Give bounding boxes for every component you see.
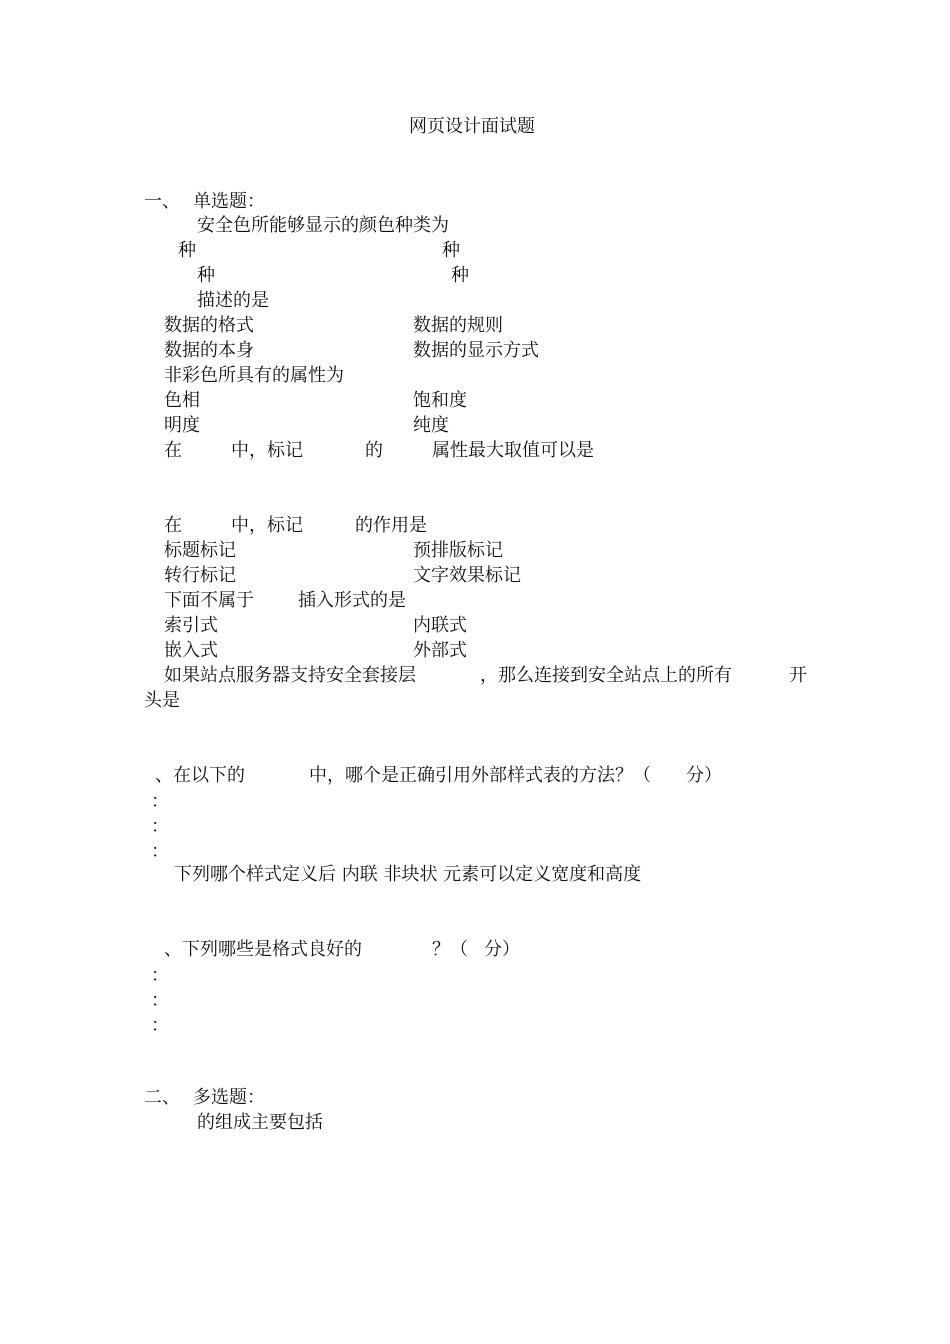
option-c: 明度 <box>164 415 200 436</box>
option-b: ： <box>151 990 169 1011</box>
option-c: 嵌入式 <box>164 640 218 661</box>
option-d: 数据的显示方式 <box>413 340 539 361</box>
option-b: 饱和度 <box>413 390 467 411</box>
option-c: ： <box>151 1015 169 1036</box>
section-number: 一、 <box>144 191 180 212</box>
option-a: ： <box>151 965 169 986</box>
option-c: 种 <box>197 265 215 286</box>
question-fragment: 在 <box>164 515 182 536</box>
option-c: ： <box>151 841 169 862</box>
question-fragment: 如果站点服务器支持安全套接层 <box>164 665 416 686</box>
question-fragment: 在 <box>164 440 182 461</box>
question-fragment: ？（ <box>432 939 468 960</box>
question-fragment: 分） <box>686 765 722 786</box>
question-fragment: 下面不属于 <box>164 590 254 611</box>
option-a: 标题标记 <box>164 540 236 561</box>
option-d: 种 <box>451 265 469 286</box>
question-text: 描述的是 <box>197 290 269 311</box>
option-b: 种 <box>442 240 460 261</box>
question-fragment: 、在以下的 <box>155 765 245 786</box>
question-fragment: 插入形式的是 <box>298 590 406 611</box>
section-number: 二、 <box>144 1087 180 1108</box>
question-text: 的组成主要包括 <box>197 1112 323 1133</box>
option-b: 内联式 <box>413 615 467 636</box>
option-a: 种 <box>178 240 196 261</box>
question-text: 非彩色所具有的属性为 <box>164 365 344 386</box>
question-fragment: 中，标记 <box>231 515 303 536</box>
option-a: 数据的格式 <box>164 315 254 336</box>
question-fragment: 中，哪个是正确引用外部样式表的方法？（ <box>309 765 651 786</box>
option-d: 外部式 <box>413 640 467 661</box>
option-b: ： <box>151 816 169 837</box>
question-fragment: 、下列哪些是格式良好的 <box>164 939 362 960</box>
option-c: 转行标记 <box>164 565 236 586</box>
question-fragment: 的作用是 <box>355 515 427 536</box>
option-a: 色相 <box>164 390 200 411</box>
question-fragment: 分） <box>484 939 520 960</box>
section-heading: 多选题： <box>193 1087 265 1108</box>
option-a: ： <box>151 791 169 812</box>
option-b: 预排版标记 <box>413 540 503 561</box>
option-a: 索引式 <box>164 615 218 636</box>
option-b: 数据的规则 <box>413 315 503 336</box>
section-heading: 单选题： <box>193 191 265 212</box>
page-title: 网页设计面试题 <box>409 116 535 137</box>
question-fragment: 开 <box>789 665 807 686</box>
question-fragment: 中，标记 <box>231 440 303 461</box>
question-text: 安全色所能够显示的颜色种类为 <box>197 215 449 236</box>
question-continuation: 头是 <box>144 690 180 711</box>
question-fragment: ，那么连接到安全站点上的所有 <box>480 665 732 686</box>
question-text: 下列哪个样式定义后 内联 非块状 元素可以定义宽度和高度 <box>174 864 642 885</box>
question-fragment: 属性最大取值可以是 <box>432 440 594 461</box>
option-d: 文字效果标记 <box>413 565 521 586</box>
option-c: 数据的本身 <box>164 340 254 361</box>
question-fragment: 的 <box>365 440 383 461</box>
option-d: 纯度 <box>413 415 449 436</box>
